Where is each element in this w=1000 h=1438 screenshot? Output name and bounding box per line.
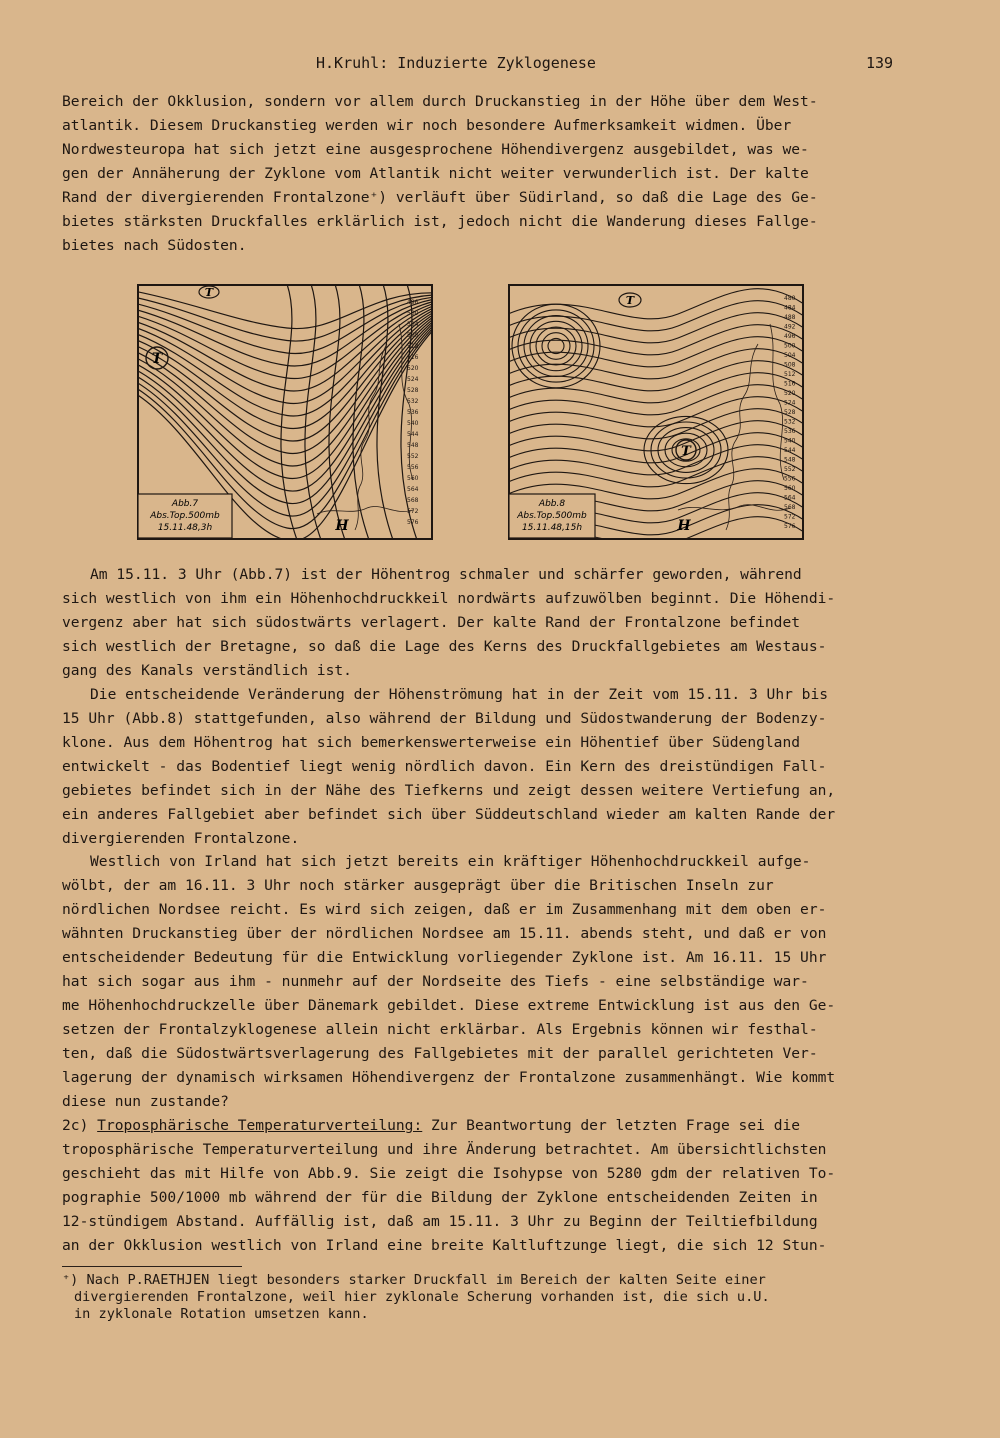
paragraph-4 (62, 850, 898, 1114)
contour-labels (784, 295, 796, 530)
contour-label: 556 (784, 475, 796, 483)
text-line: gang des Kanals verständlich ist. (62, 662, 352, 679)
contour-label: 508 (407, 332, 419, 339)
text-line: setzen der Frontalzyklogenese allein nicht erklärbar. Als Ergebnis können wir festhal- (62, 1021, 818, 1038)
text-line: pographie 500/1000 mb während der für die Bildung der Zyklone entscheidenden Zeiten in (62, 1189, 818, 1206)
contour-label: 568 (784, 504, 796, 511)
text-line: me Höhenhochdruckzelle über Dänemark gebildet. Diese extreme Entwicklung ist aus den Ge- (62, 997, 836, 1014)
caption-line: 15.11.48,15h (521, 523, 583, 533)
text-line: wähnten Druckanstieg über der nördlichen Nordsee am 15.11. abends steht, und daß er von (62, 925, 827, 942)
text-line: entwickelt - das Bodentief liegt wenig nördlich davon. Ein Kern des dreistündigen Fall- (62, 758, 827, 775)
paragraph-1 (62, 90, 898, 258)
contour-label: 576 (784, 523, 796, 530)
contour-label: 500 (407, 310, 419, 317)
text-line: Die entscheidende Veränderung der Höhenströmung hat in der Zeit vom 15.11. 3 Uhr bis (90, 686, 829, 703)
contour-label: 484 (784, 304, 796, 312)
contour-label: 524 (784, 399, 796, 407)
contour-label: 540 (784, 437, 796, 445)
footnote-divider (62, 1266, 242, 1267)
contour-label: 480 (784, 295, 796, 302)
isohypse-line (508, 301, 804, 331)
running-title: H.Kruhl: Induzierte Zyklogenese (316, 54, 596, 72)
text-line: klone. Aus dem Höhentrog hat sich bemerkenswerterweise ein Höhentief über Südengland (62, 734, 801, 751)
contour-label: 504 (407, 321, 419, 328)
text-line: ten, daß die Südostwärtsverlagerung des Fallgebietes mit der parallel gerichteten Ver- (62, 1045, 818, 1062)
isohypse-line (137, 313, 433, 441)
contour-label: 560 (784, 485, 796, 492)
caption-line: Abb.8 (538, 499, 566, 509)
contour-label: 544 (784, 447, 796, 454)
contour-label: 516 (407, 354, 419, 361)
contour-label: 520 (784, 390, 796, 397)
isohypse-line (508, 313, 804, 343)
contour-label: 500 (784, 342, 796, 350)
isohypse-line (508, 409, 804, 439)
isohypse-line (137, 326, 433, 516)
text-line: vergenz aber hat sich südostwärts verlagert. Der kalte Rand der Frontalzone befindet (62, 614, 801, 631)
low-label-top: T (204, 286, 214, 299)
text-line: hat sich sogar aus ihm - nunmehr auf der Nordseite des Tiefs - eine selbständige war- (62, 973, 809, 990)
figure-abb7-map (137, 284, 433, 540)
contour-label: 548 (407, 442, 419, 449)
contour-label: 572 (784, 513, 796, 521)
contour-label: 564 (407, 486, 419, 493)
text-line: divergierenden Frontalzone. (62, 830, 300, 847)
paragraph-3 (62, 683, 898, 851)
caption-line: Abs.Top.500mb (517, 511, 587, 521)
footnote-line: divergierenden Frontalzone, weil hier zyklonale Scherung vorhanden ist, die sich u.U. (74, 1289, 770, 1305)
contour-label: 532 (784, 418, 796, 426)
isohypse-line (508, 433, 804, 463)
contour-labels (407, 299, 419, 526)
footnote-line: ⁺) Nach P.RAETHJEN liegt besonders starker Druckfall im Bereich der kalten Seite einer (62, 1272, 766, 1288)
contour-map-abb8 (508, 284, 804, 540)
text-line: nördlichen Nordsee reicht. Es wird sich zeigen, daß er im Zusammenhang mit dem oben er- (62, 901, 827, 918)
text-line: 15 Uhr (Abb.8) stattgefunden, also während der Bildung und Südostwanderung der Bodenzy- (62, 710, 827, 727)
text-line: entscheidender Bedeutung für die Entwicklung vorliegender Zyklone ist. Am 16.11. 15 Uhr (62, 949, 827, 966)
contour-label: 528 (407, 387, 419, 394)
isohypse-line (508, 289, 804, 319)
isohypse-ring (512, 304, 600, 388)
contour-label: 524 (407, 376, 419, 383)
isohypse-line (137, 319, 433, 478)
text-line: atlantik. Diesem Druckanstieg werden wir noch besondere Aufmerksamkeit widmen. Über (62, 117, 792, 134)
footnote-line: in zyklonale Rotation umsetzen kann. (74, 1306, 369, 1322)
contour-map-abb7 (137, 284, 433, 540)
contour-label: 520 (407, 365, 419, 372)
caption-line: 15.11.48,3h (157, 523, 213, 533)
text-line: 12-stündigem Abstand. Auffällig ist, daß am 15.11. 3 Uhr zu Beginn der Teiltiefbildung (62, 1213, 818, 1230)
low-center-top (619, 293, 641, 307)
paragraph-2 (62, 563, 898, 683)
isohypse-line (508, 385, 804, 415)
text-line: gen der Annäherung der Zyklone vom Atlantik nicht weiter verwunderlich ist. Der kalte (62, 165, 809, 182)
isohypse-line (508, 457, 804, 487)
contour-label: 496 (407, 299, 419, 306)
contour-label: 572 (407, 508, 419, 515)
contour-label: 508 (784, 361, 796, 369)
text-line: bietes stärksten Druckfalles erklärlich ist, jedoch nicht die Wanderung dieses Fallge- (62, 213, 818, 230)
paragraph-5 (62, 1114, 898, 1258)
text-line: Bereich der Okklusion, sondern vor allem durch Druckanstieg in der Höhe über dem West- (62, 93, 818, 110)
isohypse-line (305, 284, 321, 540)
section-heading: Troposphärische Temperaturverteilung: (97, 1117, 423, 1134)
contour-label: 568 (407, 497, 419, 504)
contour-label: 516 (784, 380, 796, 388)
contour-label: 512 (784, 371, 796, 378)
text-line: sich westlich der Bretagne, so daß die Lage des Kerns des Druckfallgebietes am Westaus- (62, 638, 827, 655)
running-header (0, 54, 1000, 78)
page-number: 139 (866, 54, 894, 72)
high-label: H (677, 518, 691, 534)
contour-label: 576 (407, 519, 419, 526)
contour-label: 492 (784, 323, 796, 331)
contour-label: 552 (407, 453, 419, 460)
text-line: diese nun zustande? (62, 1093, 229, 1110)
contour-label: 532 (407, 398, 419, 405)
high-label: H (335, 518, 349, 534)
contour-label: 528 (784, 409, 796, 416)
isohypse-line (508, 445, 804, 475)
text-line: gebietes befindet sich in der Nähe des Tiefkerns und zeigt dessen weitere Vertiefung an, (62, 782, 836, 799)
isohypse-ring (542, 333, 570, 360)
text-line: sich westlich von ihm ein Höhenhochdruckkeil nordwärts aufzuwölben beginnt. Die Höhendi- (62, 590, 836, 607)
text-line: ein anderes Fallgebiet aber befindet sich über Süddeutschland wieder am kalten Rande der (62, 806, 836, 823)
contour-label: 564 (784, 494, 796, 502)
isohypse-ring (530, 321, 582, 370)
isohypse-line (137, 299, 433, 366)
isohypse-line (508, 373, 804, 403)
contour-label: 536 (784, 428, 796, 435)
contour-label: 504 (784, 352, 796, 359)
contour-label: 540 (407, 420, 419, 427)
caption-line: Abb.7 (171, 499, 199, 509)
isohypse-ring (524, 316, 588, 377)
contour-label: 560 (407, 475, 419, 482)
footnote (62, 1272, 902, 1323)
text-line: Westlich von Irland hat sich jetzt bereits ein kräftiger Höhenhochdruckkeil aufge- (90, 853, 811, 870)
figure-caption (509, 494, 595, 538)
text-line: Nordwesteuropa hat sich jetzt eine ausgesprochene Höhendivergenz ausgebildet, was we- (62, 141, 809, 158)
text-line: bietes nach Südosten. (62, 237, 247, 254)
isohypse-line (508, 325, 804, 355)
contour-label: 556 (407, 464, 419, 471)
low-label-top: T (625, 294, 635, 307)
contour-label: 488 (784, 314, 796, 321)
text-line: wölbt, der am 16.11. 3 Uhr noch stärker ausgeprägt über die Britischen Inseln zur (62, 877, 774, 894)
section-heading-line (62, 1114, 898, 1138)
low-center-top (199, 286, 219, 299)
caption-line: Abs.Top.500mb (150, 511, 220, 521)
contour-label: 536 (407, 409, 419, 416)
text-fragment: Zur Beantwortung der letzten Frage sei die (422, 1117, 801, 1134)
isohypse-line (329, 284, 345, 540)
contour-label: 496 (784, 333, 796, 340)
contour-label: 512 (407, 343, 419, 350)
low-label: T (151, 351, 163, 367)
isohypse-line (508, 337, 804, 367)
section-number: 2c) (62, 1117, 98, 1134)
figure-caption (138, 494, 232, 538)
low-label: T (681, 444, 691, 459)
contour-label: 548 (784, 456, 796, 464)
isohypse-ring (518, 310, 594, 382)
text-line: Am 15.11. 3 Uhr (Abb.7) ist der Höhentrog schmaler und schärfer geworden, während (90, 566, 802, 583)
contour-label: 552 (784, 466, 796, 473)
contour-label: 544 (407, 431, 419, 438)
figure-abb8-map (508, 284, 804, 540)
text-line: an der Okklusion westlich von Irland eine breite Kaltluftzunge liegt, die sich 12 Stun- (62, 1237, 827, 1254)
text-line: lagerung der dynamisch wirksamen Höhendivergenz der Frontalzone zusammenhängt. Wie kommt (62, 1069, 836, 1086)
text-line: troposphärische Temperaturverteilung und ihre Änderung betrachtet. Am übersichtlichsten (62, 1141, 827, 1158)
text-line: Rand der divergierenden Frontalzone⁺) verläuft über Südirland, so daß die Lage des Ge- (62, 189, 818, 206)
text-line: geschieht das mit Hilfe von Abb.9. Sie zeigt die Isohypse von 5280 gdm der relativen To- (62, 1165, 836, 1182)
isohypse-line (508, 397, 804, 427)
